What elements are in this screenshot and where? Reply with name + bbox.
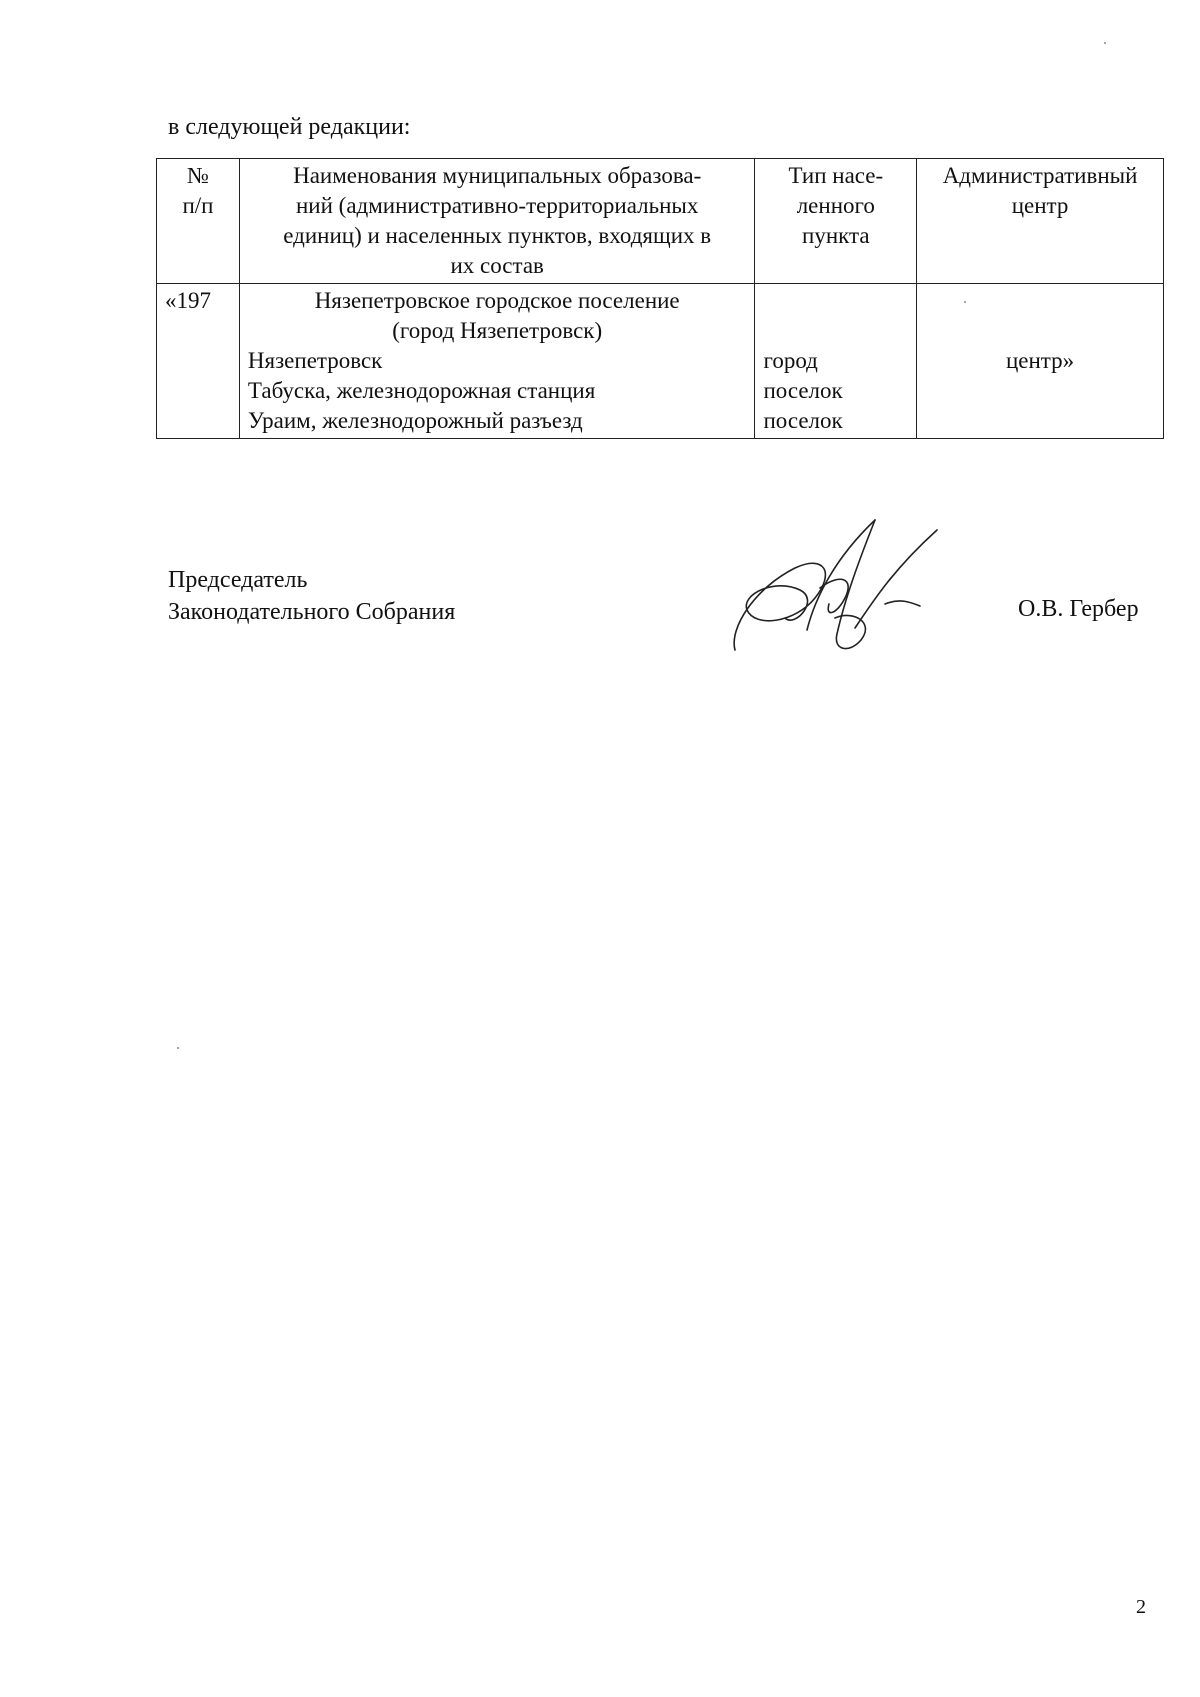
scan-speck (964, 301, 966, 303)
settlement-names-cell (239, 284, 755, 439)
header-center: Административный центр (917, 159, 1164, 284)
signatory-title: Председатель Законодательного Собрания (168, 567, 456, 625)
settlement-type: поселок (763, 378, 843, 403)
intro-text: в следующей редакции: (168, 114, 411, 140)
settlement-name: Табуска, железнодорожная станция (247, 378, 596, 403)
settlement-types-cell (755, 284, 917, 439)
settlement-type: город (763, 348, 818, 373)
handwritten-signature (725, 518, 965, 668)
scan-speck (177, 1047, 179, 1049)
admin-center-cell: центр» (917, 284, 1164, 439)
signatory-name: О.В. Гербер (1018, 596, 1139, 622)
scan-speck (1104, 42, 1106, 44)
header-type: Тип насе- ленного пункта (755, 159, 917, 284)
municipality-subtitle: (город Нязепетровск) (392, 318, 603, 343)
settlement-name: Нязепетровск (247, 348, 383, 373)
table-row (157, 284, 1164, 439)
table-header-row (157, 159, 1164, 284)
page-number: 2 (1136, 1596, 1146, 1618)
header-num: № п/п (157, 159, 240, 284)
row-number: «197 (157, 284, 240, 439)
municipality-title: Нязепетровское городское поселение (314, 288, 680, 313)
settlement-type: поселок (763, 408, 843, 433)
settlement-name: Ураим, железнодорожный разъезд (247, 408, 583, 433)
header-name: Наименования муниципальных образова- ний (административно-территориальных единиц) и населенных пунктов, входящих в их состав (239, 159, 755, 284)
settlements-table (156, 158, 1164, 439)
